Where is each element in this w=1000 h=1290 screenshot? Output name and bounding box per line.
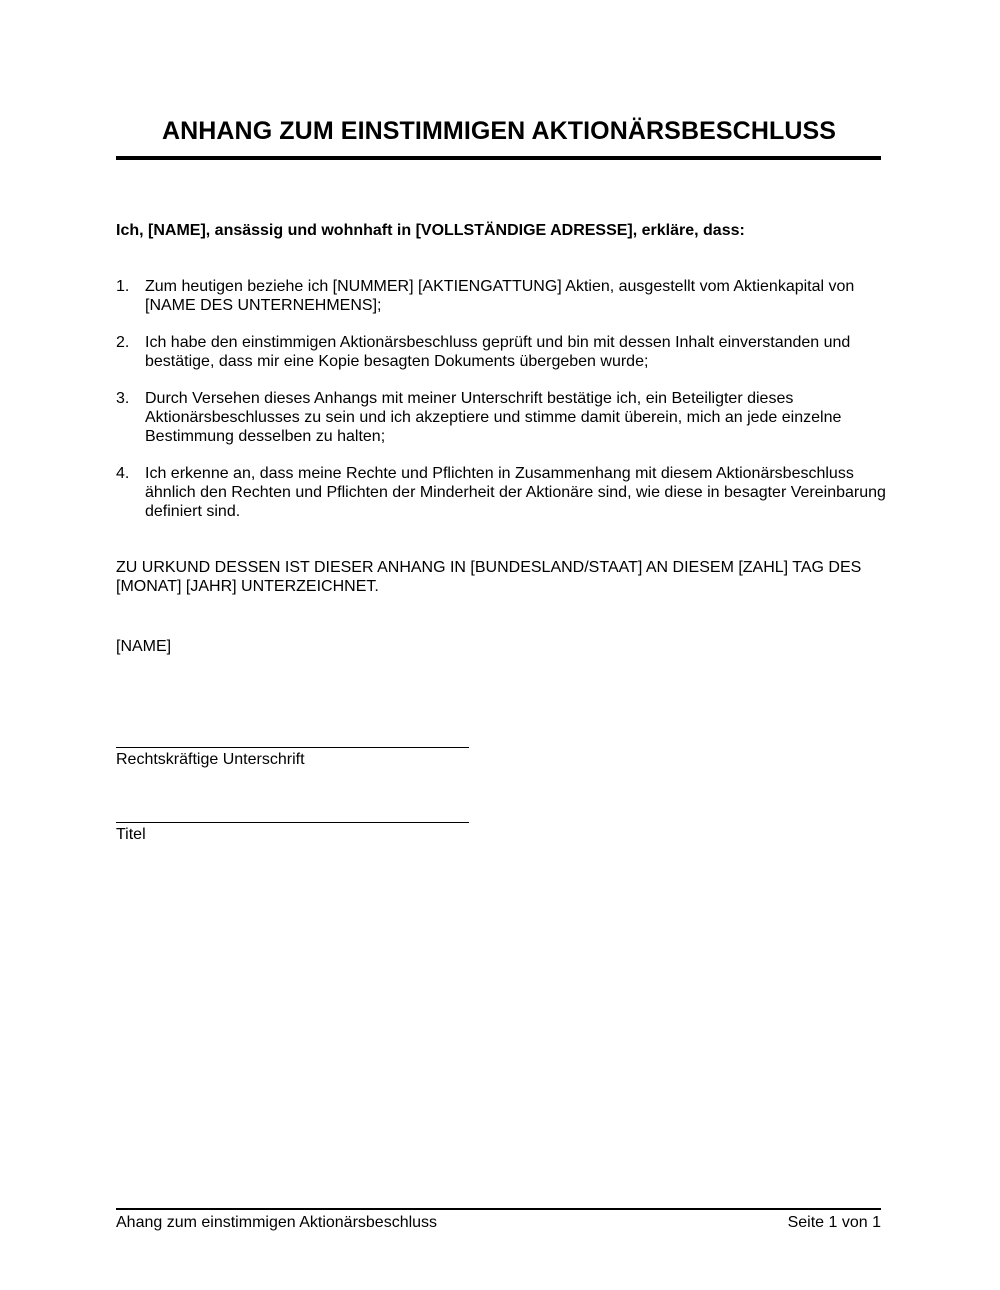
footer-divider bbox=[116, 1208, 881, 1210]
clause-text: Ich erkenne an, dass meine Rechte und Pflichten in Zusammenhang mit diesem Aktionärsbeschluss ähnlich den Rechten und Pflichten der Minderheit der Aktionäre sind, wie diese in besagter Vereinbarung definiert sind. bbox=[145, 465, 886, 520]
clause-item bbox=[116, 464, 886, 521]
signature-line bbox=[116, 747, 469, 748]
clause-number: 2. bbox=[116, 334, 130, 351]
witness-clause: ZU URKUND DESSEN IST DIESER ANHANG IN [BUNDESLAND/STAAT] AN DIESEM [ZAHL] TAG DES [MONAT] [JAHR] UNTERZEICHNET. bbox=[116, 559, 862, 595]
clause-text: Ich habe den einstimmigen Aktionärsbeschluss geprüft und bin mit dessen Inhalt einverstanden und bestätige, dass mir eine Kopie besagten Dokuments übergeben wurde; bbox=[145, 334, 851, 370]
clause-list bbox=[116, 277, 886, 539]
signature-label: Rechtskräftige Unterschrift bbox=[116, 751, 305, 768]
title-line bbox=[116, 822, 469, 823]
signer-name-placeholder: [NAME] bbox=[116, 638, 172, 655]
title-divider bbox=[116, 156, 881, 160]
footer-page-number: Seite 1 von 1 bbox=[787, 1214, 881, 1231]
clause-number: 3. bbox=[116, 390, 130, 407]
clause-number: 1. bbox=[116, 278, 130, 295]
footer-document-name: Ahang zum einstimmigen Aktionärsbeschluss bbox=[116, 1214, 438, 1231]
clause-item bbox=[116, 277, 886, 315]
clause-text: Zum heutigen beziehe ich [NUMMER] [AKTIENGATTUNG] Aktien, ausgestellt vom Aktienkapital von [NAME DES UNTERNEHMENS]; bbox=[145, 278, 855, 314]
clause-text: Durch Versehen dieses Anhangs mit meiner Unterschrift bestätige ich, ein Beteiligter dieses Aktionärsbeschlusses zu sein und ich akzeptiere und stimme damit überein, mich an jede einzelne Bestimmung desselben zu halten; bbox=[145, 390, 842, 445]
document-title: ANHANG ZUM EINSTIMMIGEN AKTIONÄRSBESCHLUSS bbox=[161, 117, 837, 145]
title-label: Titel bbox=[116, 826, 146, 843]
clause-item bbox=[116, 389, 886, 446]
clause-item bbox=[116, 333, 886, 371]
clause-number: 4. bbox=[116, 465, 130, 482]
declaration-statement: Ich, [NAME], ansässig und wohnhaft in [VOLLSTÄNDIGE ADRESSE], erkläre, dass: bbox=[116, 222, 745, 239]
